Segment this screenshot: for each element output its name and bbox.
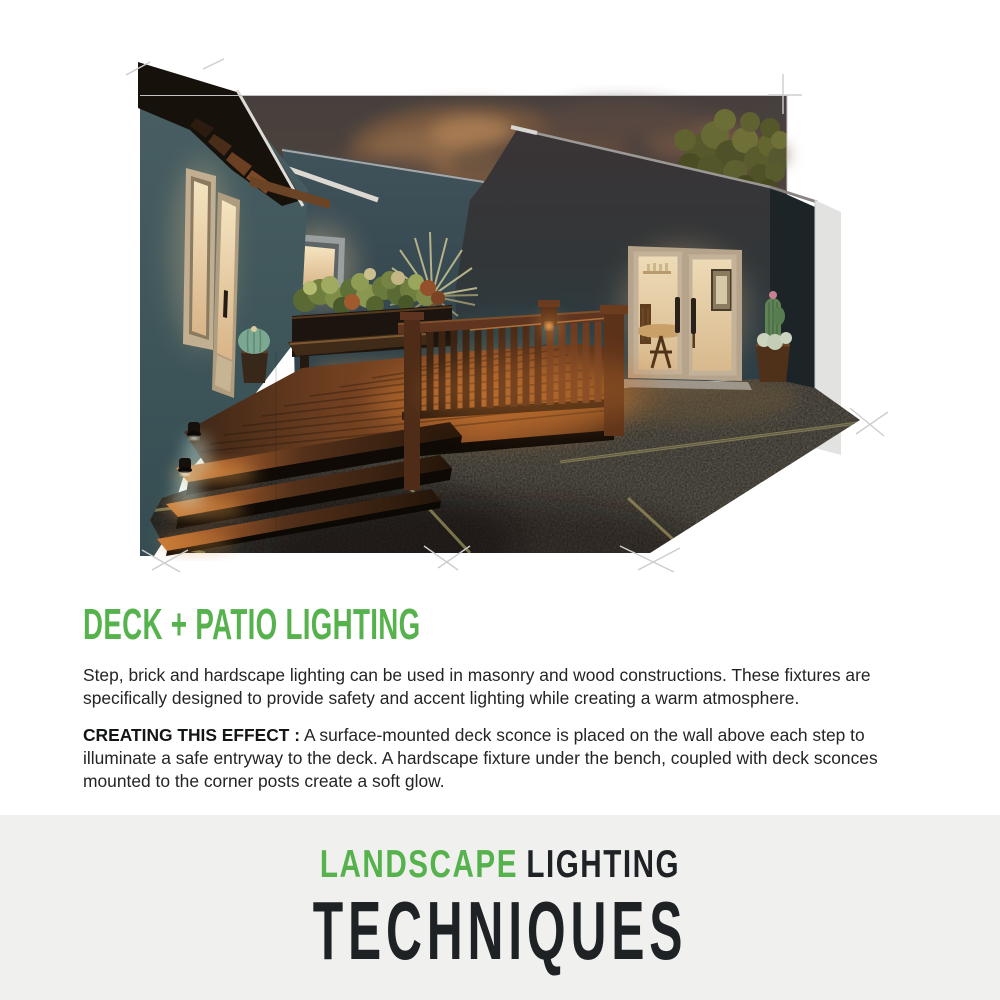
side-window bbox=[183, 168, 216, 350]
cactus-flower bbox=[769, 291, 777, 299]
newel-post-steps bbox=[404, 318, 420, 490]
brand-word-lighting: LIGHTING bbox=[526, 843, 681, 886]
article-section bbox=[83, 600, 939, 793]
brand-word-landscape: LANDSCAPE bbox=[319, 843, 518, 886]
door-pull-right bbox=[691, 298, 696, 334]
footer-banner bbox=[0, 815, 1000, 1000]
intro-paragraph: Step, brick and hardscape lighting can be used in masonry and wood constructions. These fixtures are specifically designed to provide safety and accent lighting while creating a warm atmosphere. bbox=[83, 665, 871, 708]
door-pull-left bbox=[675, 297, 680, 333]
brand-line bbox=[120, 845, 880, 884]
effect-label: CREATING THIS EFFECT : bbox=[83, 725, 301, 745]
effect-text: A surface-mounted deck sconce is placed on the wall above each step to illuminate a safe entryway to the deck. A hardscape fixture under the bench, coupled with deck sconces mounted to the corner posts create a soft glow. bbox=[83, 725, 878, 791]
footer-title: TECHNIQUES bbox=[312, 884, 688, 977]
page-title: DECK + PATIO LIGHTING bbox=[83, 600, 421, 649]
effect-paragraph bbox=[83, 724, 939, 793]
french-doors bbox=[618, 244, 752, 390]
